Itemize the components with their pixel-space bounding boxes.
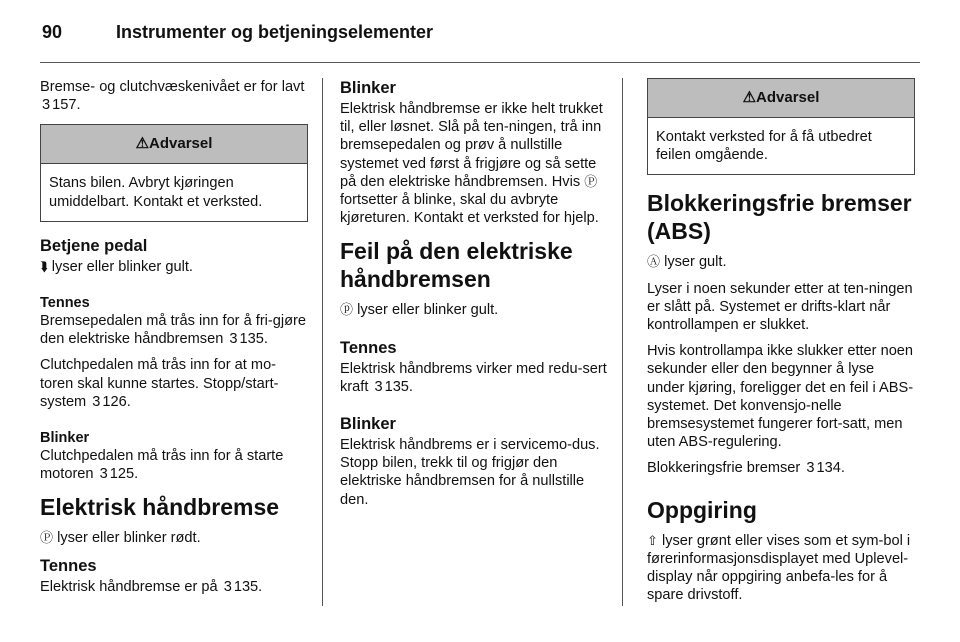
warning-title: Advarsel bbox=[756, 89, 820, 106]
section-title: Feil på den elektriske håndbremsen bbox=[340, 238, 573, 293]
column-3 bbox=[647, 78, 915, 612]
paragraph: Ⓐ lyser gult. bbox=[647, 254, 727, 271]
column-divider-2 bbox=[622, 78, 623, 606]
abs-icon: Ⓐ bbox=[647, 254, 661, 270]
paragraph: Bremsepedalen må trås inn for å fri-gjøre den elektriske håndbremsen 3 135. bbox=[40, 313, 307, 348]
paragraph: Lyser i noen sekunder etter at ten-ningen er slått på. Systemet er drifts-klart når kontrollampen er slukket. bbox=[647, 280, 913, 334]
ref-arrow-icon: 3 bbox=[42, 97, 51, 114]
subheading: Tennes bbox=[40, 556, 97, 575]
paragraph: Ⓟ lyser eller blinker rødt. bbox=[40, 530, 201, 547]
section-title: Oppgiring bbox=[647, 496, 757, 523]
subheading: Tennes bbox=[40, 295, 90, 312]
paragraph: Elektrisk håndbrems virker med redu-sert kraft 3 135. bbox=[340, 360, 607, 395]
subheading: Blinker bbox=[340, 79, 396, 97]
warning-title: Advarsel bbox=[149, 135, 213, 153]
paragraph: Elektrisk håndbremse er på 3 135. bbox=[40, 578, 263, 595]
paragraph: Blokkeringsfrie bremser 3 134. bbox=[647, 460, 845, 477]
warning-body: Kontakt verksted for å få utbedret feilen omgående. bbox=[656, 129, 872, 164]
brake-fault-icon: ⓟ bbox=[340, 302, 354, 318]
paragraph: ⇧ lyser grønt eller vises som et sym-bol i førerinformasjonsdisplayet med Uplevel-display når oppgiring anbefa-les for å spare drivstoff. bbox=[647, 532, 911, 604]
warning-icon: ⚠ bbox=[742, 89, 757, 106]
parking-brake-icon: Ⓟ bbox=[584, 173, 598, 189]
column-2 bbox=[340, 78, 608, 517]
paragraph: Clutchpedalen må trås inn for å starte motoren 3 125. bbox=[40, 448, 284, 483]
paragraph: Hvis kontrollampa ikke slukker etter noen sekunder eller den begynner å lyse under kjøring, foreligger det en feil i ABS-systemet. Det konvensjo-nelle bremsesystemet fungerer fort-satt, men uten ABS-regulering. bbox=[647, 343, 914, 451]
header-rule bbox=[40, 62, 920, 63]
warning-body: Stans bilen. Avbryt kjøringen umiddelbart. Kontakt et verksted. bbox=[49, 175, 263, 210]
column-divider-1 bbox=[322, 78, 323, 606]
ref-arrow-icon: 3 bbox=[806, 460, 815, 477]
ref-arrow-icon: 3 bbox=[92, 393, 101, 410]
paragraph: ⓟ lyser eller blinker gult. bbox=[340, 302, 499, 319]
paragraph: Elektrisk håndbremse er ikke helt trukket til, eller løsnet. Slå på ten-ningen, trå inn bremsepedalen og prøv å nullstille systemet ved først å frigjøre og så sette på den elektriske håndbremsen. Hvis Ⓟ fortsetter å blinke, skal du avbryte kjøreturen. Kontakt et verksted for hjelp. bbox=[340, 101, 603, 227]
section-title: Blokkeringsfrie bremser (ABS) bbox=[647, 190, 912, 245]
page-number: 90 bbox=[42, 22, 63, 42]
paragraph: Elektrisk håndbrems er i servicemo-dus. Stopp bilen, trekk til og frigjør den elektriske håndbremsen for å nullstille den. bbox=[340, 437, 600, 508]
warning-header bbox=[41, 125, 307, 164]
brake-pedal-icon: ⮯ bbox=[40, 258, 48, 274]
subheading: Blinker bbox=[40, 430, 90, 447]
warning-icon: ⚠ bbox=[135, 135, 150, 153]
ref-arrow-icon: 3 bbox=[223, 578, 232, 595]
warning-box bbox=[647, 78, 915, 175]
column-1 bbox=[40, 78, 308, 604]
paragraph: ⮯ lyser eller blinker gult. bbox=[40, 258, 193, 275]
ref-arrow-icon: 3 bbox=[374, 378, 383, 395]
ref-arrow-icon: 3 bbox=[99, 466, 108, 483]
parking-brake-icon: Ⓟ bbox=[40, 530, 54, 546]
warning-box bbox=[40, 124, 308, 221]
ref-arrow-icon: 3 bbox=[229, 331, 238, 348]
page-title: Instrumenter og betjeningselementer bbox=[116, 22, 434, 42]
intro-paragraph: Bremse- og clutchvæskenivået er for lavt 3 157. bbox=[40, 79, 305, 114]
paragraph: Clutchpedalen må trås inn for at mo-toren skal kunne startes. Stopp/start-system 3 126. bbox=[40, 357, 279, 410]
subheading: Tennes bbox=[340, 338, 397, 357]
section-title: Elektrisk håndbremse bbox=[40, 494, 280, 521]
subheading: Blinker bbox=[340, 415, 396, 434]
section-heading: Betjene pedal bbox=[40, 236, 148, 255]
warning-header bbox=[648, 79, 914, 118]
upshift-icon: ⇧ bbox=[647, 532, 658, 548]
